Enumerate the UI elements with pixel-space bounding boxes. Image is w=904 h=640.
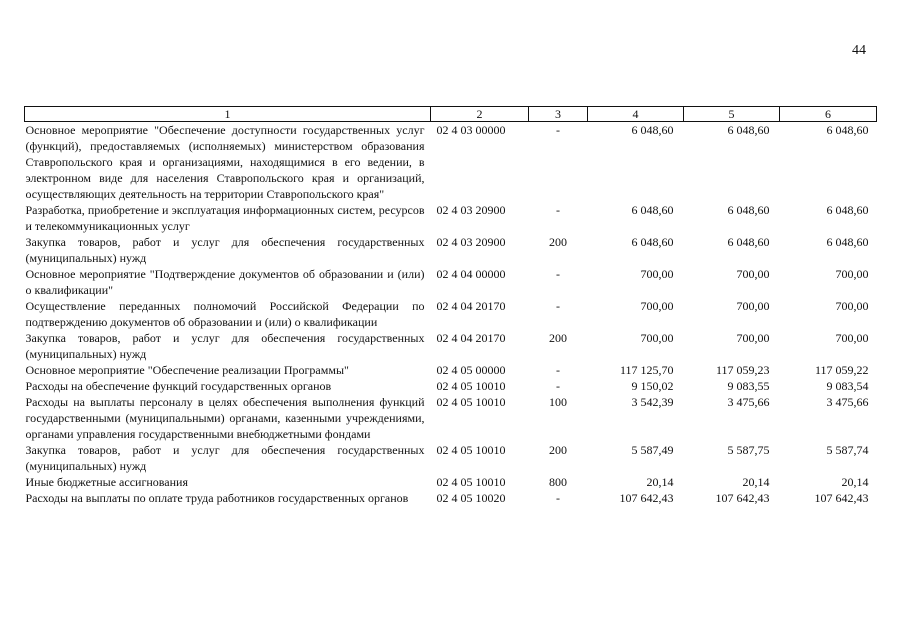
row-value-4: 6 048,60 [631, 123, 674, 137]
column-header-1: 1 [25, 107, 431, 122]
row-value-5: 107 642,43 [715, 491, 770, 505]
row-code: 02 4 05 00000 [436, 363, 506, 377]
table-body [25, 122, 877, 507]
row-value-6: 3 475,66 [826, 395, 869, 409]
row-value-6: 700,00 [835, 299, 869, 313]
column-header-4: 4 [588, 107, 684, 122]
row-name: Основное мероприятие "Обеспечение реализации Программы" [25, 363, 349, 377]
row-expense-type: - [556, 267, 560, 281]
row-name: Закупка товаров, работ и услуг для обеспечения государственных (муниципальных) нужд [25, 331, 425, 361]
row-value-6: 700,00 [835, 331, 869, 345]
row-value-4: 117 125,70 [619, 363, 674, 377]
budget-table [24, 106, 877, 506]
row-name: Иные бюджетные ассигнования [25, 475, 188, 489]
row-value-5: 5 587,75 [727, 443, 770, 457]
row-name: Закупка товаров, работ и услуг для обеспечения государственных (муниципальных) нужд [25, 443, 425, 473]
row-value-5: 3 475,66 [727, 395, 770, 409]
row-code: 02 4 04 00000 [436, 267, 506, 281]
row-value-4: 6 048,60 [631, 235, 674, 249]
row-code: 02 4 03 20900 [436, 203, 506, 217]
table-row [25, 362, 877, 378]
row-value-4: 20,14 [646, 475, 674, 489]
row-name: Основное мероприятие "Подтверждение документов об образовании и (или) о квалификации" [25, 267, 425, 297]
row-value-4: 9 150,02 [631, 379, 674, 393]
row-name: Расходы на обеспечение функций государственных органов [25, 379, 332, 393]
row-value-5: 6 048,60 [727, 235, 770, 249]
row-expense-type: - [556, 299, 560, 313]
row-value-6: 700,00 [835, 267, 869, 281]
row-code: 02 4 04 20170 [436, 299, 506, 313]
row-code: 02 4 05 10010 [436, 443, 506, 457]
table-row [25, 442, 877, 474]
table-row [25, 266, 877, 298]
row-value-4: 6 048,60 [631, 203, 674, 217]
row-code: 02 4 03 00000 [436, 123, 506, 137]
row-name: Осуществление переданных полномочий Российской Федерации по подтверждению документов об образовании и (или) о квалификации [25, 299, 425, 329]
row-value-4: 700,00 [640, 299, 674, 313]
row-code: 02 4 05 10010 [436, 395, 506, 409]
row-value-4: 107 642,43 [619, 491, 674, 505]
row-expense-type: 200 [549, 235, 567, 249]
row-value-6: 6 048,60 [826, 203, 869, 217]
row-value-6: 107 642,43 [814, 491, 869, 505]
row-code: 02 4 05 10020 [436, 491, 506, 505]
row-code: 02 4 04 20170 [436, 331, 506, 345]
column-header-6: 6 [780, 107, 877, 122]
column-header-3: 3 [529, 107, 588, 122]
table-row [25, 490, 877, 506]
row-expense-type: - [556, 379, 560, 393]
row-value-5: 700,00 [736, 267, 770, 281]
table-row [25, 234, 877, 266]
header-row [25, 107, 877, 122]
row-name: Разработка, приобретение и эксплуатация информационных систем, ресурсов и телекоммуникационных услуг [25, 203, 425, 233]
row-expense-type: - [556, 363, 560, 377]
row-value-6: 6 048,60 [826, 123, 869, 137]
row-value-4: 700,00 [640, 267, 674, 281]
row-expense-type: - [556, 491, 560, 505]
column-header-2: 2 [431, 107, 529, 122]
row-name: Расходы на выплаты персоналу в целях обеспечения выполнения функций государственными (муниципальными) органами, казенными учреждениями, органами управления государственными внебюджетными фондами [25, 395, 425, 441]
table-row [25, 394, 877, 442]
row-value-5: 117 059,23 [715, 363, 770, 377]
row-value-6: 6 048,60 [826, 235, 869, 249]
row-value-4: 700,00 [640, 331, 674, 345]
row-expense-type: - [556, 203, 560, 217]
row-code: 02 4 05 10010 [436, 475, 506, 489]
table-row [25, 202, 877, 234]
table-row [25, 122, 877, 203]
table-row [25, 330, 877, 362]
row-value-6: 117 059,22 [814, 363, 869, 377]
row-name: Закупка товаров, работ и услуг для обеспечения государственных (муниципальных) нужд [25, 235, 425, 265]
row-value-4: 3 542,39 [631, 395, 674, 409]
row-value-5: 6 048,60 [727, 203, 770, 217]
row-code: 02 4 03 20900 [436, 235, 506, 249]
row-value-6: 5 587,74 [826, 443, 869, 457]
row-value-6: 9 083,54 [826, 379, 869, 393]
row-expense-type: 200 [549, 331, 567, 345]
row-value-4: 5 587,49 [631, 443, 674, 457]
table-row [25, 378, 877, 394]
page-number: 44 [852, 43, 866, 58]
row-code: 02 4 05 10010 [436, 379, 506, 393]
table-row [25, 298, 877, 330]
row-name: Расходы на выплаты по оплате труда работников государственных органов [25, 491, 409, 505]
row-value-5: 20,14 [742, 475, 770, 489]
row-value-5: 6 048,60 [727, 123, 770, 137]
row-value-5: 700,00 [736, 299, 770, 313]
row-value-5: 9 083,55 [727, 379, 770, 393]
row-expense-type: 200 [549, 443, 567, 457]
row-expense-type: - [556, 123, 560, 137]
row-value-5: 700,00 [736, 331, 770, 345]
table-header [25, 107, 877, 122]
column-header-5: 5 [684, 107, 780, 122]
row-value-6: 20,14 [841, 475, 869, 489]
row-name: Основное мероприятие "Обеспечение доступности государственных услуг (функций), предоставляемых (исполняемых) министерством образования Ставропольского края и организациями, находящимися в его ведении, в электронном виде для населения Ставропольского края и организаций, осуществляющих деятельность на территории Ставропольского края" [25, 123, 425, 201]
row-expense-type: 800 [549, 475, 567, 489]
table-row [25, 474, 877, 490]
row-expense-type: 100 [549, 395, 567, 409]
